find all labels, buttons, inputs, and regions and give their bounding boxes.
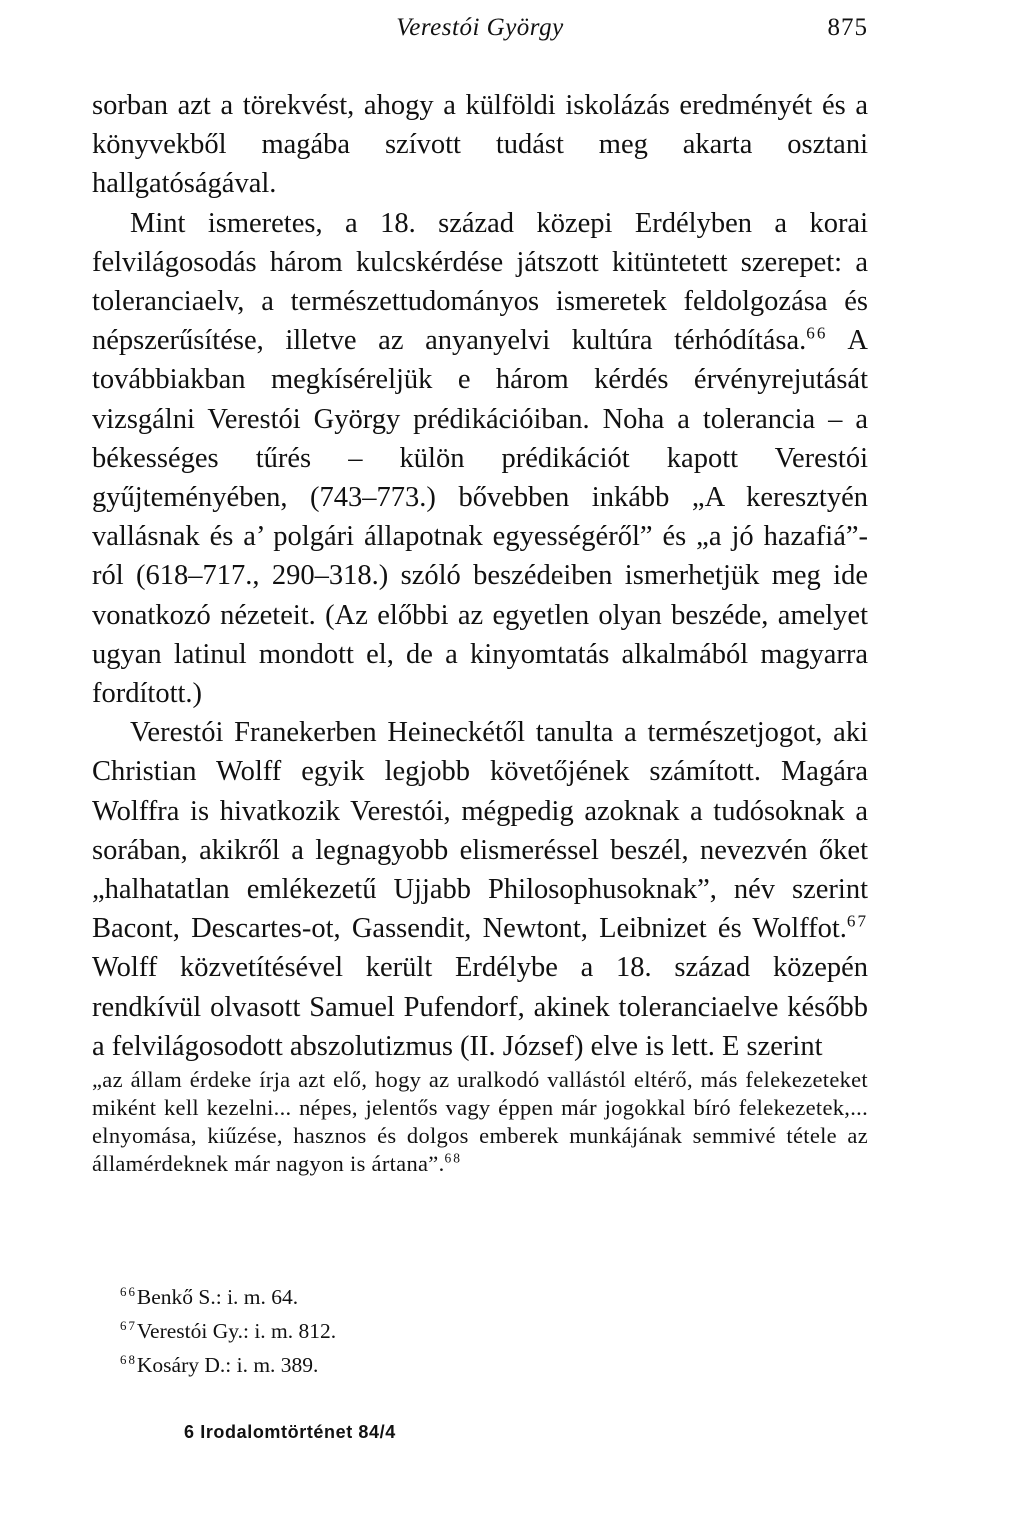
quote-text: „az állam érdeke írja azt elő, hogy az uralkodó vallástól eltérő, más felekezeteket miként kell kezelni... népes, jelentős vagy éppen már jogokkal bíró felekezetek,... elnyomása, kiűzése, hasznos és dolgos emberek munkájának semmivé tétele az államérdeknek már nagyon is ártana”. [92, 1067, 868, 1176]
paragraph-3-text: Verestói Franekerben Heineckétől tanulta a természetjogot, aki Christian Wolff egyik legjobb követőjének számított. Magára Wolffra is hivatkozik Verestói, mégpedig azoknak a tudósoknak a sorában, akikről a legnagyobb elismeréssel beszél, nevezvén őket „halhatatlan emlékezetű Ujjabb Philosophusoknak”, név szerint Bacont, Descartes-ot, Gassendit, Newtont, Leibnizet és Wolffot. [92, 717, 868, 945]
footnote-number: 66 [120, 1284, 137, 1299]
footnote-68 [120, 1348, 620, 1382]
footnote-ref-66: 66 [806, 323, 828, 343]
paragraph-2 [92, 204, 868, 714]
footnote-number: 67 [120, 1318, 137, 1333]
footnote-ref-67: 67 [846, 911, 868, 931]
paragraph-1: sorban azt a törekvést, ahogy a külföldi iskolázás eredményét és a könyvekből magába szívott tudást meg akarta osztani hallgatóságával. [92, 90, 868, 200]
footnote-text: Verestói Gy.: i. m. 812. [136, 1319, 337, 1343]
paragraph-3-rest: Wolff közvetítésével került Erdélybe a 18. század közepén rendkívül olvasott Samuel Pufendorf, akinek toleranciaelve később a felvilágosodott abszolutizmus (II. József) elve is lett. E szerint [92, 952, 868, 1062]
paragraph-3 [92, 713, 868, 1066]
footnote-66 [120, 1280, 620, 1314]
footnote-text: Kosáry D.: i. m. 389. [136, 1353, 319, 1377]
page-number: 875 [827, 14, 868, 41]
block-quote [92, 1066, 868, 1178]
footnote-67 [120, 1314, 620, 1348]
footnote-ref-68: 68 [444, 1150, 463, 1166]
paragraph-2-rest: A továbbiakban megkíséreljük e három kérdés érvényrejutását vizsgálni Verestói György prédikációiban. Noha a tolerancia – a békességes tűrés – külön prédikációt kapott Verestói gyűjteményében, (743–773.) bővebben inkább „A keresztyén vallásnak és a’ polgári állapotnak egyességéről” és „a jó hazafiá”-ról (618–717., 290–318.) szóló beszédeiben ismerhetjük meg ide vonatkozó nézeteit. (Az előbbi az egyetlen olyan beszéde, amelyet ugyan latinul mondott el, de a kinyomtatás alkalmából magyarra fordított.) [92, 325, 869, 710]
footnote-text: Benkő S.: i. m. 64. [136, 1285, 299, 1309]
body-text [92, 86, 868, 1066]
paragraph-2-text: Mint ismeretes, a 18. század közepi Erdélyben a korai felvilágosodás három kulcskérdése játszott kitüntetett szerepet: a toleranciaelv, a természettudományos ismeretek feldolgozása és népszerűsítése, illetve az anyanyelvi kultúra térhódítása. [92, 207, 868, 357]
running-title: Verestói György [396, 14, 564, 41]
footnotes [120, 1280, 620, 1382]
running-head [92, 14, 868, 50]
signature-mark: 6 Irodalomtörténet 84/4 [184, 1422, 396, 1442]
footnote-number: 68 [120, 1352, 137, 1367]
